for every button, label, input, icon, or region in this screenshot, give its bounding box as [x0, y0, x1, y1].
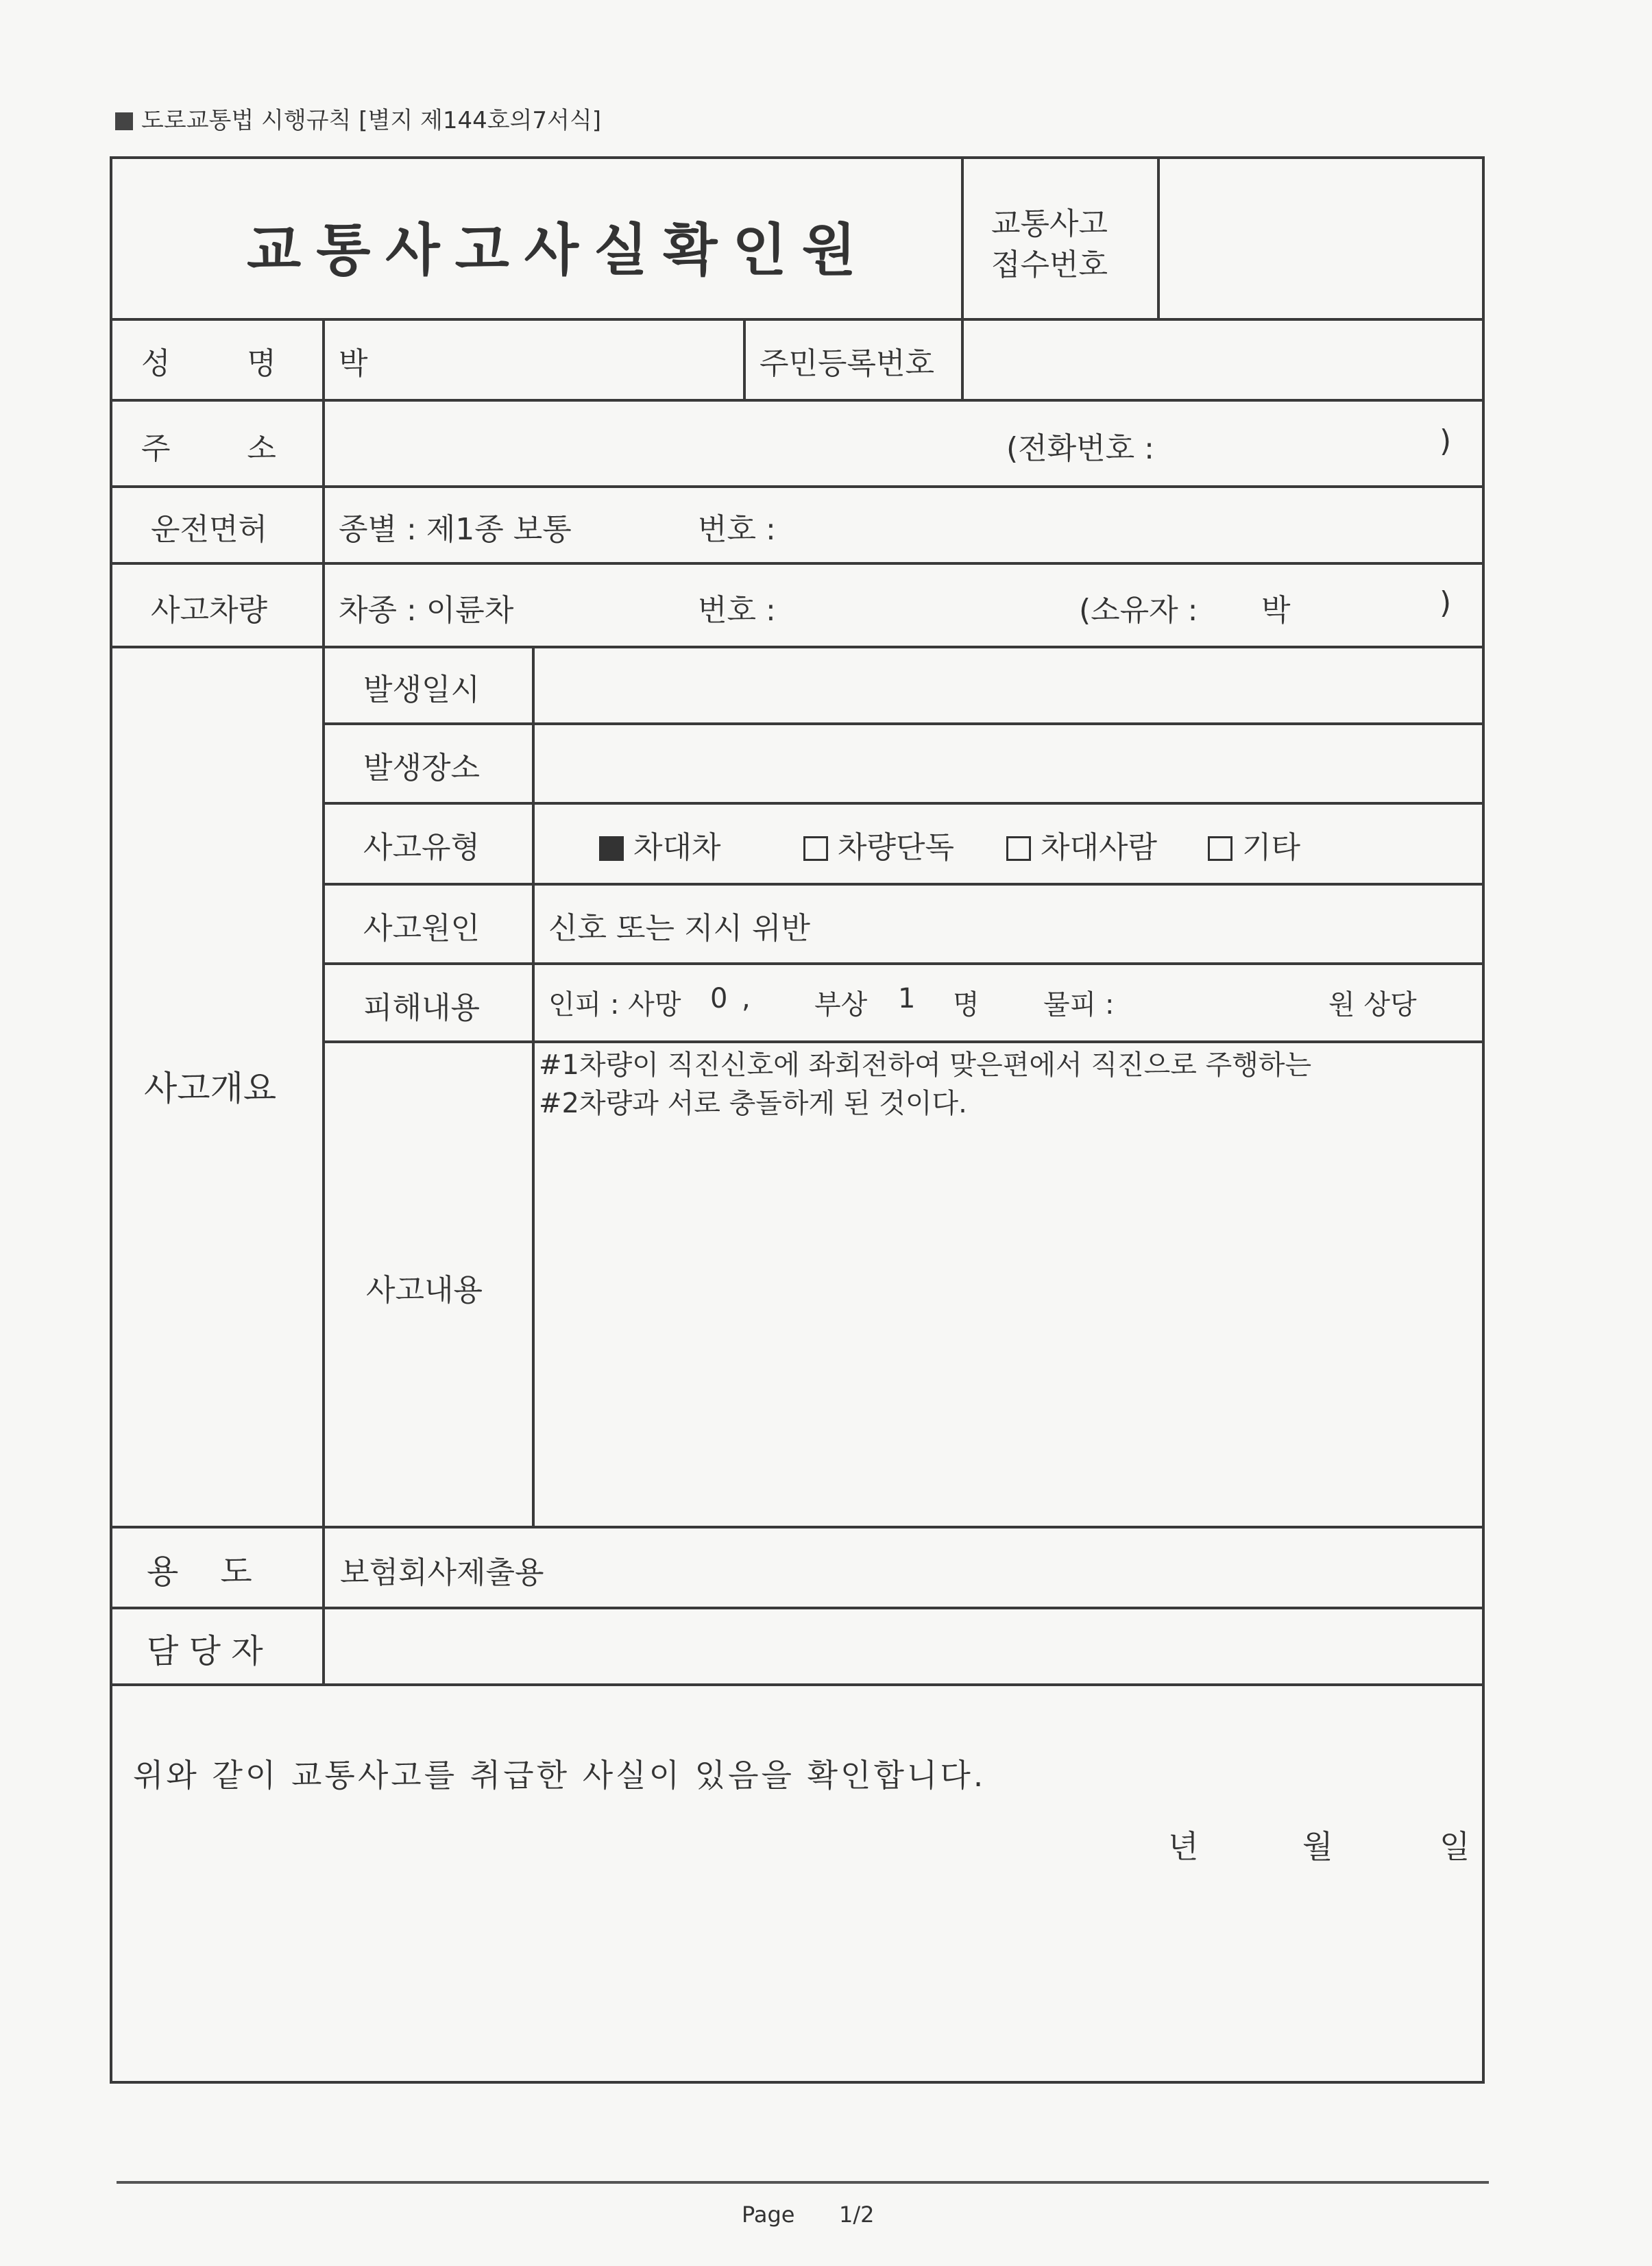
accident-confirmation-form	[110, 156, 1485, 2082]
content-line-2: #2차량과 서로 충돌하게 된 것이다.	[539, 1088, 967, 1119]
overview-label: 사고개요	[144, 1069, 277, 1108]
damage-deaths: 0	[710, 983, 728, 1014]
content-line-1: #1차량이 직진신호에 좌회전하여 맞은편에서 직진으로 주행하는	[539, 1049, 1312, 1081]
phone-close-paren: )	[1440, 424, 1452, 459]
license-number-label: 번호 :	[698, 512, 776, 547]
cause-label: 사고원인	[363, 911, 481, 946]
damage-injury-label: 부상	[814, 989, 868, 1021]
receipt-label-line2: 접수번호	[991, 247, 1108, 282]
table-border-bottom	[110, 2081, 1485, 2084]
row-divider	[110, 1607, 1485, 1609]
damage-human-label: 인피 : 사망	[548, 989, 681, 1021]
date-day: 일	[1440, 1828, 1470, 1865]
option-label: 차량단독	[838, 830, 955, 865]
date-month: 월	[1302, 1828, 1333, 1865]
cause-value: 신호 또는 지시 위반	[548, 911, 810, 946]
content-label: 사고내용	[366, 1273, 483, 1308]
datetime-label: 발생일시	[363, 672, 481, 707]
row-divider	[110, 485, 1485, 488]
vehicle-owner-label: (소유자 :	[1079, 593, 1198, 628]
damage-comma: ,	[742, 983, 751, 1014]
col-divider	[961, 156, 964, 319]
row-divider	[110, 1526, 1485, 1528]
form-reference-note	[115, 101, 601, 135]
checkbox-checked-icon	[599, 836, 624, 861]
option-label: 기타	[1242, 830, 1301, 865]
table-border-left	[110, 156, 112, 2084]
license-label: 운전면허	[151, 512, 268, 547]
damage-label: 피해내용	[363, 990, 481, 1025]
accident-type-option-other[interactable]	[1208, 823, 1300, 866]
name-value: 박	[339, 346, 368, 381]
checkbox-icon	[1208, 836, 1232, 861]
col-divider	[743, 318, 746, 400]
confirmation-statement: 위와 같이 교통사고를 취급한 사실이 있음을 확인합니다.	[133, 1757, 986, 1794]
checkbox-icon	[1006, 836, 1031, 861]
vehicle-number-label: 번호 :	[698, 593, 776, 628]
vehicle-label: 사고차량	[151, 593, 268, 628]
col-divider	[1157, 156, 1160, 319]
damage-unit: 명	[953, 989, 980, 1021]
damage-injuries: 1	[898, 983, 916, 1014]
page-number: 1/2	[839, 2202, 875, 2228]
row-divider	[110, 1683, 1485, 1686]
form-reference-text: 도로교통법 시행규칙 [별지 제144호의7서식]	[141, 107, 601, 134]
accident-type-option-vehicle-to-person[interactable]	[1006, 823, 1157, 866]
accident-type-option-vehicle-to-vehicle[interactable]	[599, 823, 721, 866]
vehicle-owner-close-paren: )	[1440, 585, 1452, 620]
row-divider	[324, 802, 1485, 805]
row-divider	[110, 399, 1485, 402]
table-border-top	[110, 156, 1485, 159]
table-border-right	[1482, 156, 1485, 2084]
purpose-value: 보험회사제출용	[340, 1555, 544, 1590]
footer-divider	[117, 2181, 1489, 2184]
col-divider	[322, 318, 325, 1685]
square-bullet-icon	[115, 112, 133, 130]
damage-property-label: 물피 :	[1043, 989, 1115, 1021]
col-divider	[532, 646, 535, 1527]
option-label: 차대차	[633, 830, 721, 865]
checkbox-icon	[803, 836, 828, 861]
row-divider	[110, 562, 1485, 565]
date-year: 년	[1168, 1828, 1199, 1865]
option-label: 차대사람	[1041, 830, 1158, 865]
damage-won-label: 원 상당	[1328, 989, 1417, 1021]
accident-type-option-single-vehicle[interactable]	[803, 823, 954, 866]
form-title: 교통사고사실확인원	[247, 218, 871, 283]
phone-label: (전화번호 :	[1006, 431, 1154, 466]
vehicle-owner-value: 박	[1261, 593, 1291, 628]
vehicle-type: 차종 : 이륜차	[339, 593, 514, 628]
row-divider	[324, 722, 1485, 725]
row-divider	[110, 646, 1485, 648]
row-divider	[324, 962, 1485, 965]
place-label: 발생장소	[363, 751, 481, 785]
officer-label: 담 당 자	[147, 1632, 263, 1670]
name-label: 성 명	[141, 346, 276, 381]
receipt-label-line1: 교통사고	[991, 206, 1108, 241]
page-label: Page	[742, 2202, 795, 2228]
col-divider	[961, 318, 964, 400]
resident-id-label: 주민등록번호	[760, 346, 935, 381]
accident-type-label: 사고유형	[363, 830, 481, 865]
row-divider	[324, 883, 1485, 886]
purpose-label: 용 도	[147, 1552, 252, 1591]
license-type: 종별 : 제1종 보통	[339, 512, 572, 547]
row-divider	[110, 318, 1485, 321]
address-label: 주 소	[141, 431, 276, 466]
